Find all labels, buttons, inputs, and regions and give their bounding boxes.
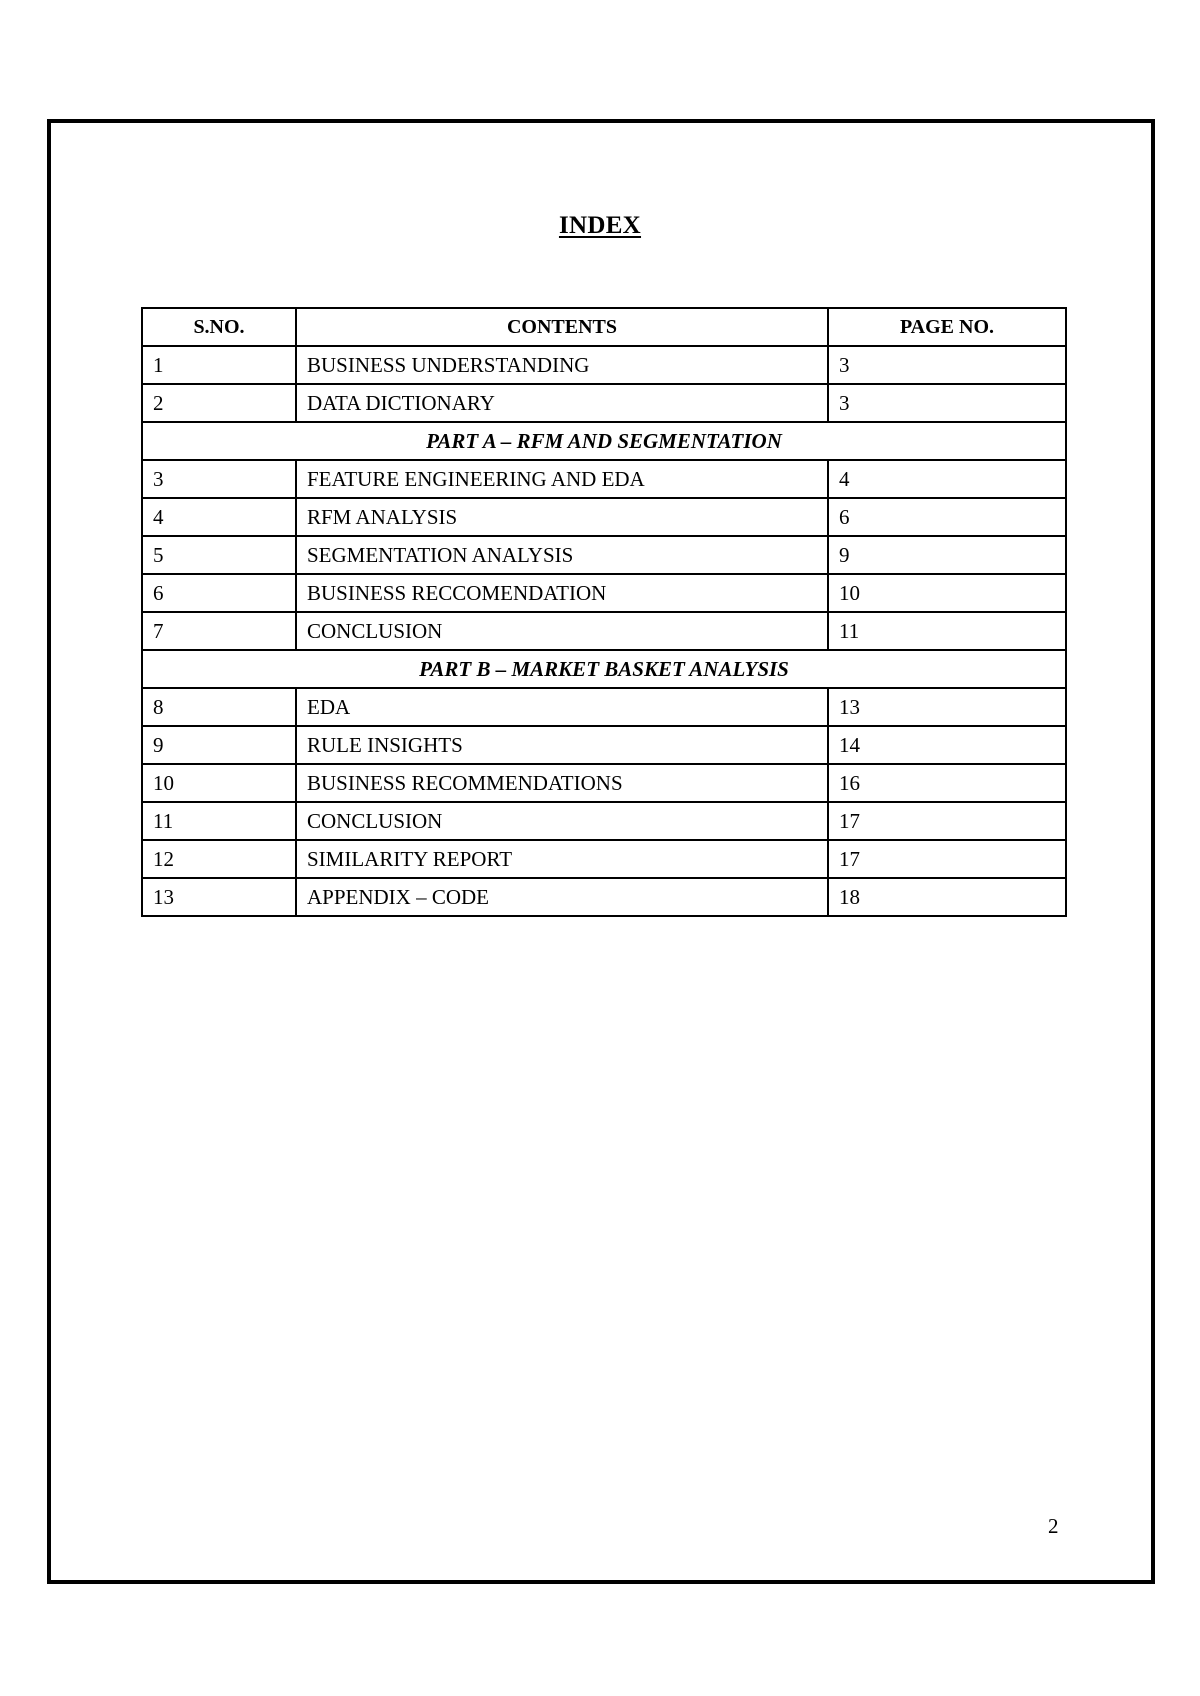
page-no-cell: 9 [828,536,1066,574]
header-contents: CONTENTS [296,308,828,346]
table-row [142,764,1066,802]
page-no-cell: 14 [828,726,1066,764]
page-no-cell: 3 [828,384,1066,422]
content-cell: RULE INSIGHTS [296,726,828,764]
content-cell: RFM ANALYSIS [296,498,828,536]
table-row [142,498,1066,536]
sno-cell: 11 [142,802,296,840]
part-heading-row [142,422,1066,460]
index-title: INDEX [558,212,642,239]
content-cell: BUSINESS RECCOMENDATION [296,574,828,612]
page-no-cell: 6 [828,498,1066,536]
header-sno: S.NO. [142,308,296,346]
sno-cell: 3 [142,460,296,498]
table-row [142,574,1066,612]
table-row [142,536,1066,574]
page-no-cell: 18 [828,878,1066,916]
content-cell: BUSINESS UNDERSTANDING [296,346,828,384]
table-row [142,346,1066,384]
page-no-cell: 17 [828,840,1066,878]
content-cell: APPENDIX – CODE [296,878,828,916]
table-row [142,688,1066,726]
page-number: 2 [1048,1514,1059,1538]
content-cell: EDA [296,688,828,726]
sno-cell: 9 [142,726,296,764]
sno-cell: 7 [142,612,296,650]
page-no-cell: 17 [828,802,1066,840]
page-no-cell: 11 [828,612,1066,650]
table-header-row [142,308,1066,346]
table-row [142,726,1066,764]
table-body [142,346,1066,916]
index-table [141,307,1067,917]
table-row [142,612,1066,650]
content-cell: DATA DICTIONARY [296,384,828,422]
page-no-cell: 13 [828,688,1066,726]
page-no-cell: 3 [828,346,1066,384]
sno-cell: 6 [142,574,296,612]
content-cell: SIMILARITY REPORT [296,840,828,878]
table-row [142,802,1066,840]
part-heading-row [142,650,1066,688]
sno-cell: 12 [142,840,296,878]
sno-cell: 4 [142,498,296,536]
content-cell: FEATURE ENGINEERING AND EDA [296,460,828,498]
page-no-cell: 10 [828,574,1066,612]
sno-cell: 13 [142,878,296,916]
page-no-cell: 4 [828,460,1066,498]
part-heading: PART B – MARKET BASKET ANALYSIS [142,650,1066,688]
table-row [142,384,1066,422]
content-cell: SEGMENTATION ANALYSIS [296,536,828,574]
content-cell: CONCLUSION [296,802,828,840]
header-page-no: PAGE NO. [828,308,1066,346]
table-row [142,878,1066,916]
table-row [142,460,1066,498]
sno-cell: 10 [142,764,296,802]
sno-cell: 5 [142,536,296,574]
sno-cell: 1 [142,346,296,384]
content-cell: BUSINESS RECOMMENDATIONS [296,764,828,802]
sno-cell: 2 [142,384,296,422]
content-cell: CONCLUSION [296,612,828,650]
page-no-cell: 16 [828,764,1066,802]
sno-cell: 8 [142,688,296,726]
part-heading: PART A – RFM AND SEGMENTATION [142,422,1066,460]
table-row [142,840,1066,878]
